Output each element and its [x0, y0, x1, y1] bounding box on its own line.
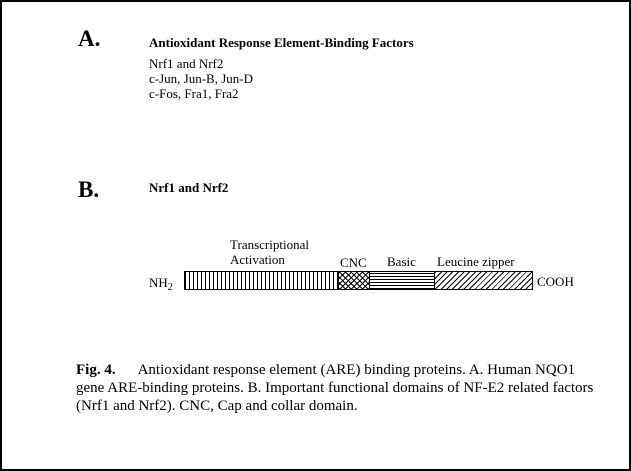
list-item: Nrf1 and Nrf2 — [149, 56, 224, 71]
section-a-letter: A. — [78, 26, 101, 51]
domain-label-cnc: CNC — [340, 255, 367, 270]
domain-label-basic: Basic — [387, 254, 416, 269]
domain-segment-cnc — [338, 271, 370, 290]
section-b-letter: B. — [78, 177, 100, 202]
domain-segment-leucine-zipper — [434, 271, 533, 290]
domain-label-line: Activation — [230, 252, 285, 267]
list-item: c-Fos, Fra1, Fra2 — [149, 86, 239, 101]
domain-label-leucine-zipper: Leucine zipper — [437, 254, 515, 269]
c-terminus-label: COOH — [537, 274, 574, 289]
section-a-list — [149, 56, 253, 101]
protein-domain-bar — [184, 271, 533, 290]
figure-caption — [76, 361, 596, 415]
domain-label-activation — [230, 237, 309, 267]
caption-text: Antioxidant response element (ARE) binding proteins. A. Human NQO1 gene ARE-binding proteins. B. Important functional domains of NF-E2 related factors (Nrf1 and Nrf2). CNC, Cap and collar domain. — [76, 362, 594, 414]
domain-label-line: Transcriptional — [230, 237, 309, 252]
list-item: c-Jun, Jun-B, Jun-D — [149, 71, 253, 86]
section-b-title: Nrf1 and Nrf2 — [149, 180, 229, 195]
section-a-title: Antioxidant Response Element-Binding Factors — [149, 35, 414, 50]
domain-segment-activation — [184, 271, 339, 290]
domain-segment-basic — [369, 271, 435, 290]
figure-label: Fig. 4. — [76, 362, 116, 378]
n-terminus-label: $NH_2$ — [149, 275, 173, 293]
